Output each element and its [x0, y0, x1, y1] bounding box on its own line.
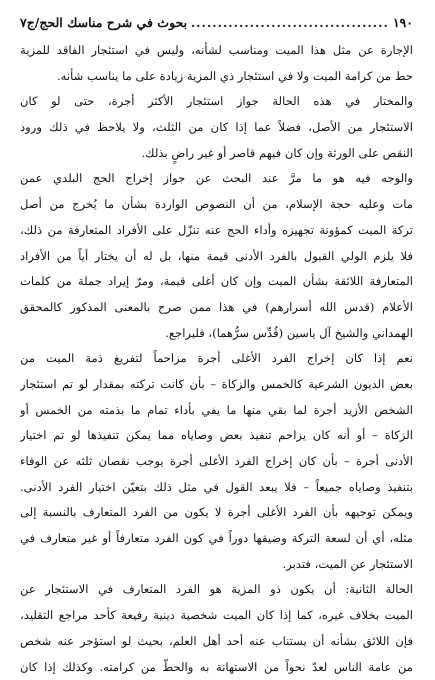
text-line: الزكاة – أو أنه كان يزاحم تنفيذ بعض وصاياه مما يمكن تنفيذها لو تم اختيار — [20, 423, 413, 449]
text-line: الميت بخلاف غيره، كما إذا كان الميت شخصية دينية رفيعة كأحد مراجع التقليد، — [20, 603, 413, 629]
text-line: الاستئجار من الأصل، فضلاً عما إذا كان من الثلث، ولا يلاحظ في ذلك ورود — [20, 115, 413, 141]
text-line: الهمداني والشيخ آل ياسين (قُدِّس سرُّهما)، فليراجع. — [20, 321, 413, 347]
text-line: والمختار في هذه الحالة جواز استئجار الأكثر أجرة، حتى لو كان — [20, 89, 413, 115]
text-line: النقص على الورثة وإن كان فيهم قاصر أو غير راضٍ بذلك. — [20, 141, 413, 167]
body-text — [20, 38, 413, 680]
text-line: الإجارة عن مثل هذا الميت ومناسب لشأنه، وليس في استئجار الفاقد للمزية — [20, 38, 413, 64]
text-line: مات وعليه حجة الإسلام، من أن النصوص الواردة بشأن ما يُخرج من أصل — [20, 192, 413, 218]
text-line: نعم إذا كان إخراج الفرد الأغلى أجرة مزاحماً لتفريغ ذمة الميت من — [20, 346, 413, 372]
running-header — [20, 12, 413, 34]
page-number: ١٩٠ — [393, 12, 413, 34]
text-line: حط من كرامة الميت ولا في استئجار ذي المزية زيادة على ما يناسب شأنه. — [20, 64, 413, 90]
text-line: الشخص الأزيد أجرة لما بقي منها ما يفي بأداء تمام ما بذمته من الخمس أو — [20, 398, 413, 424]
text-line: الاستئجار عن الميت، فتدبر. — [20, 552, 413, 578]
text-line: بعض الديون الشرعية كالخمس والزكاة – بأن كانت تركته بمقدار لو تم استئجار — [20, 372, 413, 398]
text-line: الحالة الثانية: أن يكون ذو المزية هو الفرد المتعارف في الاستئجار عن — [20, 577, 413, 603]
text-line: الأدنى أجرة – بأن كان إخراج الفرد الأغلى أجرة يوجب نقصان ثلثه عن الوفاء — [20, 449, 413, 475]
text-line: الأعلام (قدس الله أسرارهم) في هذا ممن صرح بالمعنى المذكور كالمحقق — [20, 295, 413, 321]
header-dot-leader — [191, 12, 389, 34]
text-line: ويمكن توجيهه بأن الفرد الأغلى أجرة لا يكون من الفرد المتعارف بالنسبة إلى — [20, 500, 413, 526]
text-line: والوجه فيه هو ما مرَّ عند البحث عن جواز إخراج الحج البلدي عمن — [20, 166, 413, 192]
text-line: تركة الميت كمؤونة تجهيزه وأداء الحج عنه تنزّل على الأفراد المتعارفة من ذلك، — [20, 218, 413, 244]
text-line: من عامة الناس لعدّ نحواً من الاستهانة به والحطّ من كرامته. وكذلك إذا كان — [20, 655, 413, 680]
text-line: المتعارفة اللائقة بشأن الميت وإن كان أغلى قيمة، ومرّ إيراد جملة من كلمات — [20, 269, 413, 295]
text-line: فإن اللائق بشأنه أن يستناب عنه أحد أهل العلم، بحيث لو استؤجر عنه شخص — [20, 629, 413, 655]
running-title: بحوث في شرح مناسك الحج/ج٧ — [20, 12, 187, 34]
text-line: بتنفيذ وصاياه جميعاً – فلا يبعد القول في مثل ذلك بتعيّن اختيار الفرد الأدنى. — [20, 475, 413, 501]
text-line: فلا يلزم الولي القبول بالفرد الأدنى قيمة منها، بل له أن يختار أياً من الأفراد — [20, 244, 413, 270]
text-line: مثله، أي أن لسعة التركة وضيقها دوراً في كون الفرد متعارفاً أو غير متعارف في — [20, 526, 413, 552]
